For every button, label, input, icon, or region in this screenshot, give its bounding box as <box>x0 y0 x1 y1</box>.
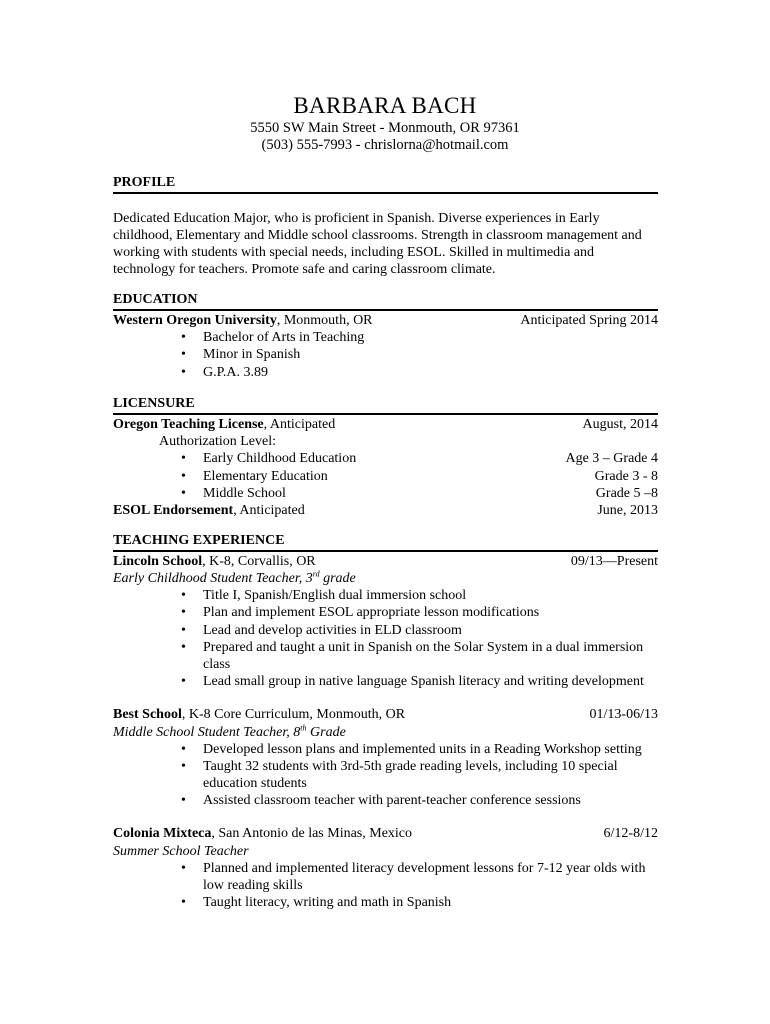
license-date: August, 2014 <box>582 417 658 432</box>
list-item: • G.P.A. 3.89 <box>181 364 268 380</box>
job-header: Best School, K-8 Core Curriculum, Monmouth, OR 01/13-06/13 <box>113 707 658 723</box>
job-date: 01/13-06/13 <box>589 707 658 723</box>
section-title: TEACHING EXPERIENCE <box>113 533 285 548</box>
list-item: • Bachelor of Arts in Teaching <box>181 330 365 346</box>
list-item: • Taught 32 students with 3rd-5th grade reading levels, including 10 special education students <box>181 758 618 792</box>
job-role: Summer School Teacher <box>113 843 249 859</box>
bullet-icon: • <box>181 347 186 363</box>
list-item: • Lead and develop activities in ELD classroom <box>181 622 462 638</box>
section-divider <box>113 192 658 194</box>
list-item: • Assisted classroom teacher with parent-teacher conference sessions <box>181 793 581 809</box>
list-item: • Lead small group in native language Spanish literacy and writing development <box>181 674 644 690</box>
profile-text: Dedicated Education Major, who is proficient in Spanish. Diverse experiences in Early childhood, Elementary and Middle school classrooms. Strength in classroom management and working with students with special needs, including ESOL. Skilled in multimedia and technology for teachers. Promote safe and caring classroom climate. <box>113 211 642 277</box>
employer-name: Lincoln School <box>113 554 203 569</box>
list-item: • Plan and implement ESOL appropriate lesson modifications <box>181 605 540 621</box>
license-name: Oregon Teaching License <box>113 417 264 432</box>
contact-line: (503) 555-7993 - chrislorna@hotmail.com <box>261 137 509 153</box>
list-item: • Planned and implemented literacy development lessons for 7-12 year olds with low reading skills <box>181 860 646 893</box>
bullet-icon: • <box>181 793 186 809</box>
esol-name: ESOL Endorsement <box>113 503 234 519</box>
esol-date: June, 2013 <box>597 503 658 519</box>
list-item: • Elementary Education Grade 3 - 8 <box>181 468 658 484</box>
section-title: PROFILE <box>113 175 176 190</box>
section-divider <box>113 413 658 415</box>
job-header: Colonia Mixteca, San Antonio de las Minas, Mexico 6/12-8/12 <box>113 826 658 842</box>
bullet-icon: • <box>181 622 186 638</box>
bullet-icon: • <box>181 485 186 501</box>
bullet-icon: • <box>181 741 186 757</box>
section-title: EDUCATION <box>113 292 198 307</box>
education-date: Anticipated Spring 2014 <box>520 313 658 328</box>
bullet-icon: • <box>181 758 186 774</box>
bullet-icon: • <box>181 639 186 655</box>
bullet-icon: • <box>181 860 186 876</box>
section-divider <box>113 309 658 311</box>
job-role: Early Childhood Student Teacher, 3rd grade <box>113 569 356 587</box>
education-entry <box>113 312 658 329</box>
job-role: Middle School Student Teacher, 8th Grade <box>113 722 346 740</box>
bullet-icon: • <box>181 674 186 690</box>
school-name: Western Oregon University <box>113 313 277 328</box>
authorization-label: Authorization Level: <box>159 434 277 450</box>
list-item: • Early Childhood Education Age 3 – Grade 4 <box>181 451 658 467</box>
license-entry: Oregon Teaching License, Anticipated August, 2014 <box>113 417 658 432</box>
bullet-icon: • <box>181 364 186 380</box>
resume-header <box>0 92 770 154</box>
bullet-icon: • <box>181 330 186 346</box>
profile-section <box>113 175 658 278</box>
bullet-icon: • <box>181 895 186 911</box>
bullet-icon: • <box>181 588 186 604</box>
address-line: 5550 SW Main Street - Monmouth, OR 97361 <box>250 120 520 136</box>
applicant-name: BARBARA BACH <box>293 93 477 118</box>
school-location: , Monmouth, OR <box>276 313 373 328</box>
licensure-section <box>113 396 658 519</box>
list-item: • Minor in Spanish <box>181 347 301 363</box>
education-section <box>113 292 658 381</box>
esol-entry: ESOL Endorsement, Anticipated June, 2013 <box>113 503 658 519</box>
list-item: • Prepared and taught a unit in Spanish on the Solar System in a dual immersion class <box>181 639 644 673</box>
employer-name: Best School <box>113 707 182 723</box>
bullet-icon: • <box>181 451 186 467</box>
list-item: • Taught literacy, writing and math in Spanish <box>181 895 452 911</box>
experience-section <box>113 533 658 911</box>
job-date: 09/13—Present <box>570 554 658 569</box>
section-divider <box>113 550 658 552</box>
list-item: • Middle School Grade 5 –8 <box>181 485 658 501</box>
list-item: • Title I, Spanish/English dual immersion school <box>181 588 467 604</box>
bullet-icon: • <box>181 468 186 484</box>
section-title: LICENSURE <box>113 396 195 411</box>
employer-name: Colonia Mixteca <box>113 826 212 842</box>
bullet-icon: • <box>181 605 186 621</box>
job-header: Lincoln School, K-8, Corvallis, OR 09/13—Present <box>113 554 658 569</box>
list-item: • Developed lesson plans and implemented units in a Reading Workshop setting <box>181 741 642 757</box>
job-date: 6/12-8/12 <box>603 826 658 842</box>
